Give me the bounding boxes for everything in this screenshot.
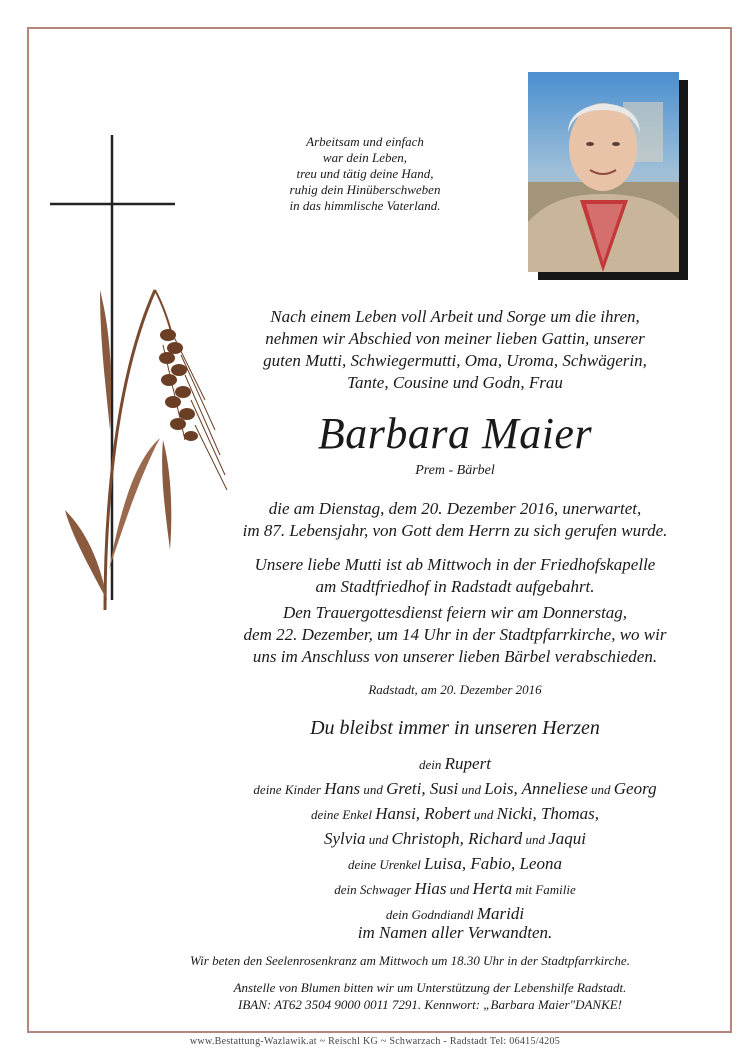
- poem-line: treu und tätig deine Hand,: [296, 166, 434, 181]
- family-member-name: Jaqui: [548, 829, 586, 848]
- motto: Du bleibst immer in unseren Herzen: [310, 717, 600, 739]
- family-member-name: Luisa, Fabio, Leona: [424, 854, 562, 873]
- donation-note: [150, 979, 710, 1013]
- family-relation: mit Familie: [512, 882, 576, 897]
- family-member-name: Rupert: [444, 754, 491, 773]
- service-line: uns im Anschluss von unserer lieben Bärbel verabschieden.: [252, 647, 658, 666]
- rosary-info: Wir beten den Seelenrosenkranz am Mittwoch um 18.30 Uhr in der Stadtpfarrkirche.: [190, 953, 630, 968]
- family-relation: und: [522, 832, 549, 847]
- family-line: [190, 877, 720, 902]
- intro-line: nehmen wir Abschied von meiner lieben Gattin, unserer: [265, 329, 645, 348]
- death-line: die am Dienstag, dem 20. Dezember 2016, unerwartet,: [268, 499, 642, 518]
- family-relation: und: [587, 782, 614, 797]
- viewing-line: Unsere liebe Mutti ist ab Mittwoch in der Friedhofskapelle: [254, 555, 656, 574]
- family-relation: und: [470, 807, 497, 822]
- family-relation: deine Enkel: [310, 807, 376, 822]
- footer-imprint: www.Bestattung-Wazlawik.at ~ Reischl KG ~ Schwarzach - Radstadt Tel: 06415/4205: [189, 1036, 561, 1047]
- place-date: Radstadt, am 20. Dezember 2016: [368, 682, 542, 697]
- funeral-service-info: [190, 602, 720, 668]
- family-relation: dein Schwager: [334, 882, 415, 897]
- family-member-name: Nicki, Thomas,: [496, 804, 600, 823]
- intro-line: Nach einem Leben voll Arbeit und Sorge um die ihren,: [270, 307, 640, 326]
- family-list: [190, 752, 720, 927]
- death-notice: [190, 498, 720, 542]
- family-relation: dein Godndiandl: [385, 907, 477, 922]
- family-relation: und: [360, 782, 387, 797]
- family-relation: und: [446, 882, 473, 897]
- family-relation: und: [458, 782, 485, 797]
- poem-line: ruhig dein Hinüberschweben: [289, 182, 441, 197]
- family-member-name: Maridi: [476, 904, 525, 923]
- family-member-name: Sylvia: [324, 829, 366, 848]
- family-relation: und: [365, 832, 392, 847]
- family-relation: deine Urenkel: [348, 857, 425, 872]
- deceased-nickname: Prem - Bärbel: [415, 463, 495, 478]
- note-line: IBAN: AT62 3504 9000 0011 7291. Kennwort: „Barbara Maier"DANKE!: [237, 997, 623, 1012]
- family-member-name: Hias: [414, 879, 447, 898]
- family-relation: deine Kinder: [253, 782, 325, 797]
- portrait-photo: [528, 72, 679, 272]
- service-line: dem 22. Dezember, um 14 Uhr in der Stadtpfarrkirche, wo wir: [243, 625, 667, 644]
- family-line: [190, 752, 720, 777]
- family-line: [190, 852, 720, 877]
- family-member-name: Herta: [472, 879, 513, 898]
- family-line: [190, 777, 720, 802]
- family-line: [190, 802, 720, 827]
- viewing-line: am Stadtfriedhof in Radstadt aufgebahrt.: [315, 577, 595, 596]
- family-member-name: Hansi, Robert: [375, 804, 471, 823]
- intro-line: guten Mutti, Schwiegermutti, Oma, Uroma, Schwägerin,: [263, 351, 647, 370]
- family-line: [190, 827, 720, 852]
- intro-line: Tante, Cousine und Godn, Frau: [347, 373, 563, 392]
- note-line: Anstelle von Blumen bitten wir um Unterstützung der Lebenshilfe Radstadt.: [233, 980, 627, 995]
- deceased-name: Barbara Maier: [317, 409, 593, 458]
- family-relation: dein: [419, 757, 445, 772]
- family-member-name: Georg: [613, 779, 657, 798]
- poem-line: Arbeitsam und einfach: [306, 134, 424, 149]
- relatives-line: im Namen aller Verwandten.: [357, 923, 553, 942]
- death-line: im 87. Lebensjahr, von Gott dem Herrn zu sich gerufen wurde.: [242, 521, 668, 540]
- poem-line: war dein Leben,: [322, 150, 408, 165]
- family-member-name: Christoph, Richard: [391, 829, 523, 848]
- service-line: Den Trauergottesdienst feiern wir am Donnerstag,: [282, 603, 628, 622]
- viewing-info: [190, 554, 720, 598]
- poem-line: in das himmlische Vaterland.: [289, 198, 441, 213]
- family-member-name: Hans: [324, 779, 361, 798]
- poem: [240, 134, 490, 214]
- family-member-name: Lois, Anneliese: [484, 779, 588, 798]
- family-member-name: Greti, Susi: [386, 779, 459, 798]
- intro-text: [190, 306, 720, 394]
